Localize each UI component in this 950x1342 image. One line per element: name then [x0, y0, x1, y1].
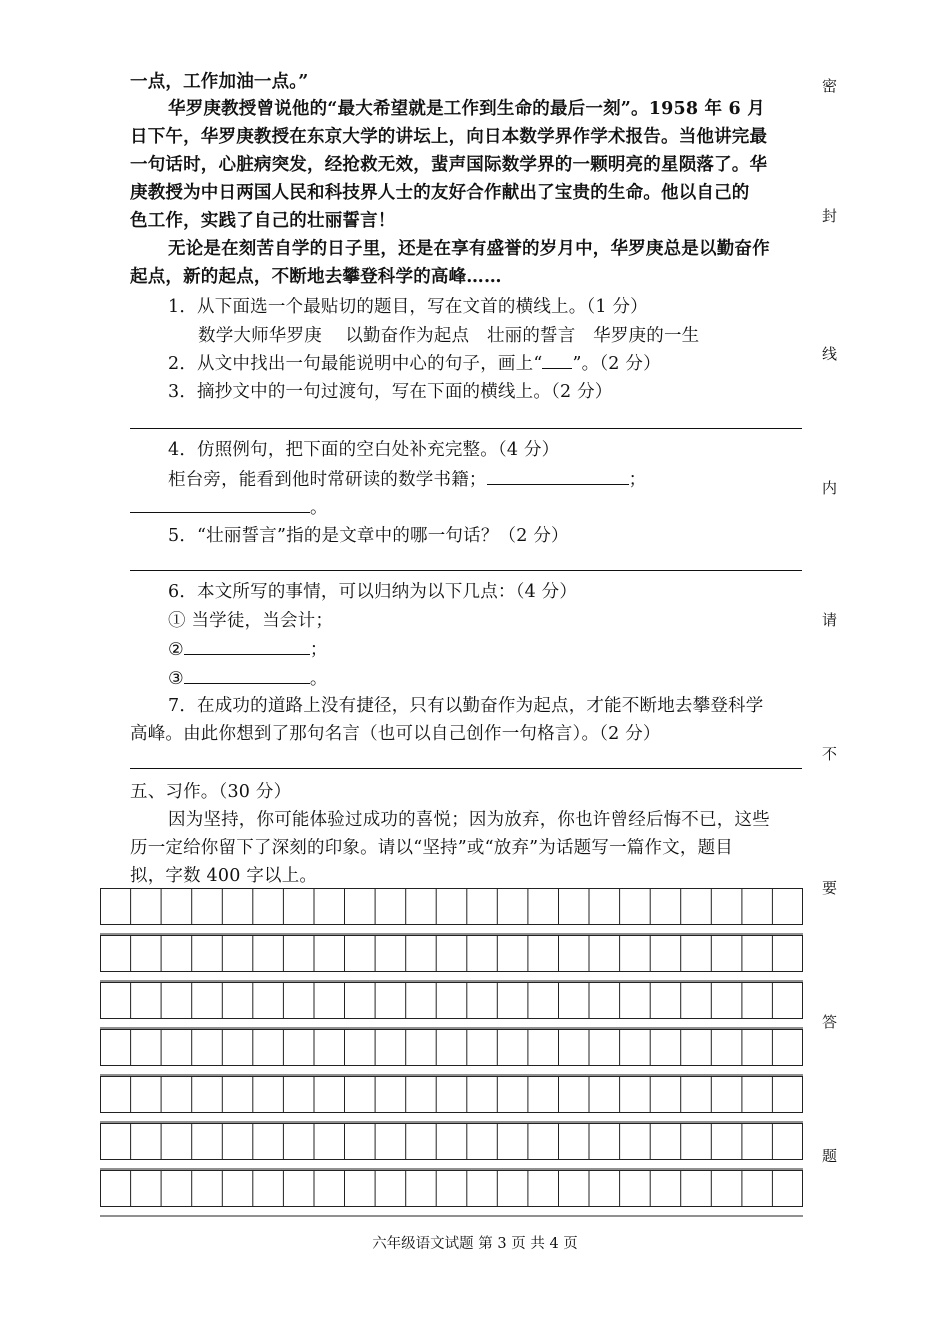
question-6-item-1: ① 当学徒，当会计； [168, 611, 334, 631]
grid-row[interactable] [101, 889, 803, 925]
question-1-options: 数学大师华罗庚 以勤奋作为起点 壮丽的誓言 华罗庚的一生 [198, 326, 700, 346]
question-7: 7．在成功的道路上没有捷径，只有以勤奋作为起点，才能不断地去攀登科学 [168, 696, 764, 716]
writing-grid[interactable] [100, 888, 803, 1222]
seal-char: 封 [822, 207, 838, 225]
grid-row[interactable] [101, 1030, 803, 1066]
seal-char: 不 [822, 745, 838, 763]
semicolon: ； [309, 640, 328, 660]
question-4-example [168, 466, 646, 494]
example-text: 柜台旁，能看到他时常研读的数学书籍； [168, 470, 487, 490]
passage-line: 一点，工作加油一点。” [130, 72, 309, 92]
question-1: 1．从下面选一个最贴切的题目，写在文首的横线上。（1 分） [168, 297, 648, 317]
semicolon: ； [628, 470, 647, 490]
answer-line-7[interactable] [130, 768, 802, 769]
seal-char: 密 [822, 77, 838, 95]
circled-number: ② [168, 640, 184, 660]
grid-row[interactable] [101, 1077, 803, 1113]
fill-blank[interactable] [184, 665, 310, 684]
passage-line: 一句话时，心脏病突发，经抢救无效，蜚声国际数学界的一颗明亮的星陨落了。华 [130, 155, 768, 175]
answer-line-5[interactable] [130, 570, 802, 571]
circled-number: ③ [168, 669, 184, 689]
fill-blank[interactable] [130, 494, 310, 513]
grid-row[interactable] [101, 1171, 803, 1207]
seal-char: 请 [822, 611, 838, 629]
period: 。 [309, 669, 328, 689]
passage-line: 无论是在刻苦自学的日子里，还是在享有盛誉的岁月中，华罗庚总是以勤奋作 [168, 239, 770, 259]
seal-char: 要 [822, 879, 838, 897]
question-7-line2: 高峰。由此你想到了那句名言（也可以自己创作一句格言）。（2 分） [130, 724, 661, 744]
answer-line-3[interactable] [130, 428, 802, 429]
question-5: 5．“壮丽誓言”指的是文章中的哪一句话？（2 分） [168, 526, 569, 546]
passage-line: 起点，新的起点，不断地去攀登科学的高峰…… [130, 267, 502, 287]
question-6-item-2 [168, 636, 328, 664]
passage-line: 日下午，华罗庚教授在东京大学的讲坛上，向日本数学界作学术报告。当他讲完最 [130, 127, 768, 147]
seal-char: 答 [822, 1013, 838, 1031]
writing-prompt: 历一定给你留下了深刻的印象。请以“坚持”或“放弃”为话题写一篇作文，题目 [130, 838, 733, 858]
question-6: 6．本文所写的事情，可以归纳为以下几点：（4 分） [168, 582, 578, 602]
fill-blank[interactable] [487, 466, 629, 485]
passage-line: 庚教授为中日两国人民和科技界人士的友好合作献出了宝贵的生命。他以自己的 [130, 183, 750, 203]
section-heading: 五、习作。（30 分） [130, 782, 292, 802]
period: 。 [310, 498, 328, 518]
question-2 [168, 350, 661, 378]
question-4: 4．仿照例句，把下面的空白处补充完整。（4 分） [168, 440, 560, 460]
writing-prompt: 拟，字数 400 字以上。 [130, 866, 318, 886]
question-6-item-3 [168, 665, 328, 693]
passage-line: 华罗庚教授曾说他的“最大希望就是工作到生命的最后一刻”。1958 年 6 月 [168, 99, 765, 119]
question-4-line2 [130, 494, 328, 522]
question-3: 3．摘抄文中的一句过渡句，写在下面的横线上。（2 分） [168, 382, 613, 402]
grid-row[interactable] [101, 936, 803, 972]
passage-line: 色工作，实践了自己的壮丽誓言！ [130, 211, 396, 231]
mark-blank[interactable] [542, 350, 572, 369]
seal-char: 内 [822, 479, 838, 497]
question-2-end: ”。（2 分） [572, 354, 661, 374]
writing-prompt: 因为坚持，你可能体验过成功的喜悦；因为放弃，你也许曾经后悔不已，这些 [168, 810, 770, 830]
page-footer: 六年级语文试题 第 3 页 共 4 页 [372, 1236, 578, 1252]
fill-blank[interactable] [184, 636, 310, 655]
seal-char: 线 [822, 345, 838, 363]
question-2-text: 2．从文中找出一句最能说明中心的句子，画上“ [168, 354, 543, 374]
seal-char: 题 [822, 1147, 838, 1165]
grid-row[interactable] [101, 983, 803, 1019]
grid-row[interactable] [101, 1124, 803, 1160]
